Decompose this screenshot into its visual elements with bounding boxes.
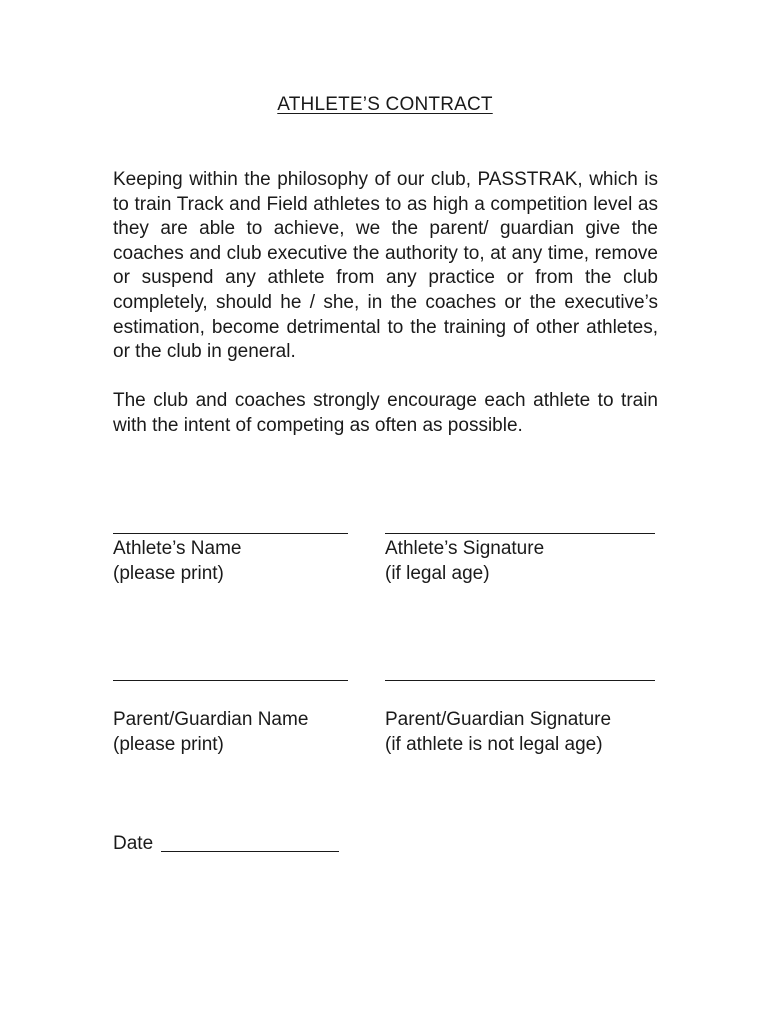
encouragement-paragraph: The club and coaches strongly encourage each athlete to train with the intent of competing as often as possible. [113, 390, 658, 436]
guardian-signature-note: (if athlete is not legal age) [385, 734, 603, 755]
philosophy-paragraph: Keeping within the philosophy of our club, PASSTRAK, which is to train Track and Field athletes to as high a competition level as they are able to achieve, we the parent/ guardian give the coaches and club executive the authority to, at any time, remove or suspend any athlete from any practice or from the club completely, should he / she, in the coaches or the executive’s estimation, become detrimental to the training of other athletes, or the club in general. [113, 169, 658, 363]
athlete-signature-line[interactable] [385, 533, 655, 534]
athlete-signature-label: Athlete’s Signature [385, 538, 545, 559]
guardian-name-line[interactable] [113, 680, 348, 681]
guardian-signature-label: Parent/Guardian Signature [385, 709, 612, 730]
guardian-name-note: (please print) [113, 734, 224, 755]
date-line[interactable] [161, 851, 339, 852]
guardian-signature-line[interactable] [385, 680, 655, 681]
athlete-name-line[interactable] [113, 533, 348, 534]
athlete-name-label: Athlete’s Name [113, 538, 242, 559]
date-field [113, 831, 339, 856]
athlete-signature-note: (if legal age) [385, 563, 490, 584]
guardian-name-label: Parent/Guardian Name [113, 709, 309, 730]
page-title: ATHLETE’S CONTRACT [277, 94, 493, 115]
athlete-name-note: (please print) [113, 563, 224, 584]
date-label: Date [113, 833, 154, 854]
